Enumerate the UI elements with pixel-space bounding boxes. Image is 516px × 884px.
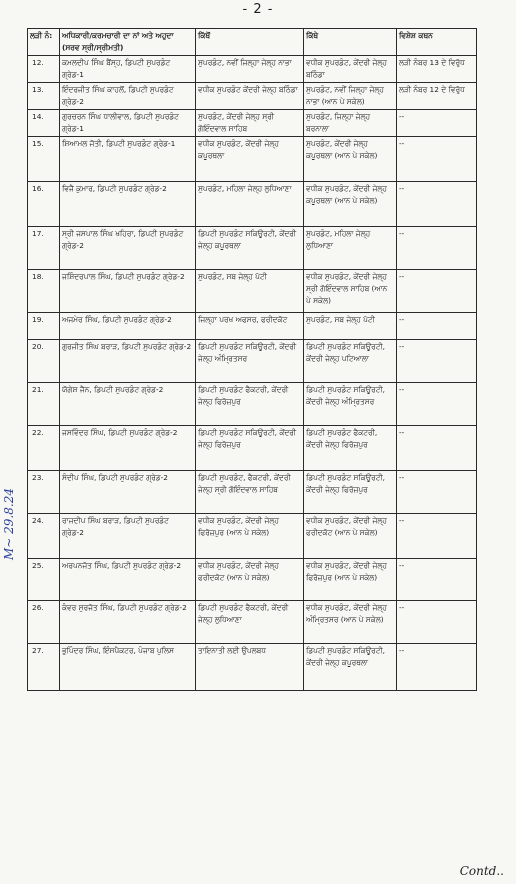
cell-sr: 19. [28,313,60,340]
cell-sr: 21. [28,383,60,426]
table-row [28,383,477,426]
cell-sr: 27. [28,644,60,691]
cell-remarks: ਲੜੀ ਨੰਬਰ 13 ਦੇ ਵਿਰੁੱਧ [397,56,477,83]
table-row [28,56,477,83]
table-row [28,270,477,313]
header-remarks: ਵਿਸ਼ੇਸ਼ ਕਥਨ [397,29,477,56]
cell-to: ਸੁਪਰਡੰਟ, ਸਬ ਜੇਲ੍ਹ ਪੱਟੀ [304,313,397,340]
header-to: ਕਿੱਥੇ [304,29,397,56]
cell-name: ਜਸਵਿੰਦਰ ਸਿੰਘ, ਡਿਪਟੀ ਸੁਪਰਡੰਟ ਗ੍ਰੇਡ-2 [60,426,196,471]
cell-name: ਕੰਵਰ ਸੁਰਜੋਤ ਸਿੰਘ, ਡਿਪਟੀ ਸੁਪਰਡੰਟ ਗ੍ਰੇਡ-2 [60,601,196,644]
cell-sr: 13. [28,83,60,110]
cell-from: ਸੁਪਰਡੰਟ, ਕੇਂਦਰੀ ਜੇਲ੍ਹ ਸ੍ਰੀ ਗੋਇੰਦਵਾਲ ਸਾਹਿਬ [196,110,304,137]
transfer-table [27,28,477,691]
table-row [28,514,477,559]
cell-to: ਵਧੀਕ ਸੁਪਰਡੰਟ, ਕੇਂਦਰੀ ਜੇਲ੍ਹ ਫਰੀਦਕੋਟ (ਆਨ ਪੇ ਸਕੇਲ) [304,514,397,559]
cell-sr: 25. [28,559,60,601]
cell-remarks: -- [397,137,477,182]
table-row [28,559,477,601]
cell-remarks: -- [397,383,477,426]
table-row [28,182,477,227]
table-row [28,313,477,340]
cell-from: ਡਿਪਟੀ ਸੁਪਰਡੰਟ ਫੈਕਟਰੀ, ਕੇਂਦਰੀ ਜੇਲ੍ਹ ਫਿਰੋਜ਼ਪੁਰ [196,383,304,426]
cell-from: ਵਧੀਕ ਸੁਪਰਡੰਟ, ਕੇਂਦਰੀ ਜੇਲ੍ਹ ਕਪੂਰਥਲਾ [196,137,304,182]
cell-from: ਡਿਪਟੀ ਸੁਪਰਡੰਟ, ਫੈਕਟਰੀ, ਕੇਂਦਰੀ ਜੇਲ੍ਹ ਸ੍ਰੀ ਗੋਇੰਦਵਾਲ ਸਾਹਿਬ [196,471,304,514]
table-row [28,110,477,137]
header-sr: ਲੜੀ ਨੰ: [28,29,60,56]
cell-remarks: -- [397,182,477,227]
cell-to: ਡਿਪਟੀ ਸੁਪਰਡੰਟ ਫੈਕਟਰੀ, ਕੇਂਦਰੀ ਜੇਲ੍ਹ ਫਿਰੋਜ਼ਪੁਰ [304,426,397,471]
cell-remarks: -- [397,270,477,313]
cell-to: ਵਧੀਕ ਸੁਪਰਡੰਟ, ਕੇਂਦਰੀ ਜੇਲ੍ਹ ਕਪੂਰਥਲਾ (ਆਨ ਪੇ ਸਕੇਲ) [304,182,397,227]
cell-remarks: -- [397,110,477,137]
table-row [28,426,477,471]
table-row [28,340,477,383]
cell-name: ਕਮਲਦੀਪ ਸਿੰਘ ਬੈਂਸ੍ਹ, ਡਿਪਟੀ ਸੁਪਰਡੰਟ ਗ੍ਰੇਡ-1 [60,56,196,83]
cell-to: ਡਿਪਟੀ ਸੁਪਰਡੰਟ ਸਕਿਊਰਟੀ, ਕੇਂਦਰੀ ਜੇਲ੍ਹ ਫਿਰੋਜ਼ਪੁਰ [304,471,397,514]
table-row [28,471,477,514]
table-header-row [28,29,477,56]
cell-name: ਗੁਰਚਰਨ ਸਿੰਘ ਧਾਲੀਵਾਲ, ਡਿਪਟੀ ਸੁਪਰਡੰਟ ਗ੍ਰੇਡ-1 [60,110,196,137]
cell-to: ਵਧੀਕ ਸੁਪਰਡੰਟ, ਕੇਂਦਰੀ ਜੇਲ੍ਹ ਸ੍ਰੀ ਗੋਇੰਦਵਾਲ ਸਾਹਿਬ (ਆਨ ਪੇ ਸਕੇਲ) [304,270,397,313]
cell-from: ਜਿਲ੍ਹਾ ਪਰਖ ਅਫਸਰ, ਫਰੀਦਕੋਟ [196,313,304,340]
cell-sr: 20. [28,340,60,383]
cell-remarks: -- [397,514,477,559]
cell-remarks: -- [397,313,477,340]
cell-sr: 18. [28,270,60,313]
cell-name: ਅਰਪਨਜੋਤ ਸਿੰਘ, ਡਿਪਟੀ ਸੁਪਰਡੰਟ ਗ੍ਰੇਡ-2 [60,559,196,601]
cell-to: ਡਿਪਟੀ ਸੁਪਰਡੰਟ ਸਕਿਊਰਟੀ, ਕੇਂਦਰੀ ਜੇਲ੍ਹ ਪਟਿਆਲਾ [304,340,397,383]
table-row [28,227,477,270]
cell-name: ਵਿਜੈ ਕੁਮਾਰ, ਡਿਪਟੀ ਸੁਪਰਡੰਟ ਗ੍ਰੇਡ-2 [60,182,196,227]
cell-name: ਭੁਪਿੰਦਰ ਸਿੰਘ, ਇੰਸਪੈਕਟਰ, ਪੰਜਾਬ ਪੁਲਿਸ [60,644,196,691]
cell-remarks: ਲੜੀ ਨੰਬਰ 12 ਦੇ ਵਿਰੁੱਧ [397,83,477,110]
cell-from: ਵਧੀਕ ਸੁਪਰਡੰਟ ਕੇਂਦਰੀ ਜੇਲ੍ਹ ਬਠਿੰਡਾ [196,83,304,110]
cell-remarks: -- [397,601,477,644]
table-row [28,83,477,110]
table-row [28,137,477,182]
cell-to: ਸੁਪਰਡੰਟ, ਨਵੀਂ ਜਿਲ੍ਹਾ ਜੇਲ੍ਹ ਨਾਭਾ (ਆਨ ਪੇ ਸਕੇਲ) [304,83,397,110]
cell-from: ਵਧੀਕ ਸੁਪਰਡੰਟ, ਕੇਂਦਰੀ ਜੇਲ੍ਹ ਫਰੀਦਕੋਟ (ਆਨ ਪੇ ਸਕੇਲ) [196,559,304,601]
table-row [28,601,477,644]
continued-note: Contd.. [459,864,504,878]
cell-name: ਇੰਦਰਜੀਤ ਸਿੰਘ ਕਾਹਲੋਂ, ਡਿਪਟੀ ਸੁਪਰਡੰਟ ਗ੍ਰੇਡ-2 [60,83,196,110]
header-name: ਅਧਿਕਾਰੀ/ਕਰਮਚਾਰੀ ਦਾ ਨਾਂ ਅਤੇ ਅਹੁਦਾ (ਸਰਵ ਸ੍ਰੀ/ਸ੍ਰੀਮਤੀ) [60,29,196,56]
cell-remarks: -- [397,340,477,383]
cell-name: ਸੰਦੀਪ ਸਿੰਘ, ਡਿਪਟੀ ਸੁਪਰਡੰਟ ਗ੍ਰੇਡ-2 [60,471,196,514]
cell-from: ਡਿਪਟੀ ਸੁਪਰਡੰਟ ਸਕਿਊਰਟੀ, ਕੇਂਦਰੀ ਜੇਲ੍ਹ ਕਪੂਰਥਲਾ [196,227,304,270]
cell-remarks: -- [397,471,477,514]
cell-sr: 26. [28,601,60,644]
cell-to: ਵਧੀਕ ਸੁਪਰਡੰਟ, ਕੇਂਦਰੀ ਜੇਲ੍ਹ ਅੰਮ੍ਰਿਤਸਰ (ਆਨ ਪੇ ਸਕੇਲ) [304,601,397,644]
cell-sr: 24. [28,514,60,559]
cell-sr: 15. [28,137,60,182]
handwritten-margin-note: M~ 29.8.24 [2,488,16,560]
cell-from: ਸੁਪਰਡੰਟ, ਨਵੀਂ ਜਿਲ੍ਹਾ ਜੇਲ੍ਹ ਨਾਭਾ [196,56,304,83]
cell-sr: 22. [28,426,60,471]
table-row [28,644,477,691]
cell-name: ਗੁਰਜੀਤ ਸਿੰਘ ਬਰਾੜ, ਡਿਪਟੀ ਸੁਪਰਡੰਟ ਗ੍ਰੇਡ-2 [60,340,196,383]
cell-from: ਡਿਪਟੀ ਸੁਪਰਡੰਟ ਫੈਕਟਰੀ, ਕੇਂਦਰੀ ਜੇਲ੍ਹ ਲੁਧਿਆਣਾ [196,601,304,644]
cell-name: ਅਜਮੇਰ ਸਿੰਘ, ਡਿਪਟੀ ਸੁਪਰਡੰਟ ਗ੍ਰੇਡ-2 [60,313,196,340]
cell-remarks: -- [397,426,477,471]
cell-to: ਵਧੀਕ ਸੁਪਰਡੰਟ, ਕੇਂਦਰੀ ਜੇਲ੍ਹ ਫਿਰੋਜ਼ਪੁਰ (ਆਨ ਪੇ ਸਕੇਲ) [304,559,397,601]
cell-name: ਸ੍ਰੀ ਜਸਪਾਲ ਸਿੰਘ ਖਹਿਰਾ, ਡਿਪਟੀ ਸੁਪਰਡੰਟ ਗ੍ਰੇਡ-2 [60,227,196,270]
cell-sr: 23. [28,471,60,514]
page-number: - 2 - [242,2,274,17]
cell-to: ਡਿਪਟੀ ਸੁਪਰਡੰਟ ਸਕਿਊਰਟੀ, ਕੇਂਦਰੀ ਜੇਲ੍ਹ ਕਪੂਰਥਲਾ [304,644,397,691]
cell-from: ਸੁਪਰਡੰਟ, ਸਬ ਜੇਲ੍ਹ ਪੱਟੀ [196,270,304,313]
cell-sr: 12. [28,56,60,83]
cell-name: ਰਾਜਦੀਪ ਸਿੰਘ ਬਰਾੜ, ਡਿਪਟੀ ਸੁਪਰਡੰਟ ਗ੍ਰੇਡ-2 [60,514,196,559]
cell-to: ਵਧੀਕ ਸੁਪਰਡੰਟ, ਕੇਂਦਰੀ ਜੇਲ੍ਹ ਬਠਿੰਡਾ [304,56,397,83]
cell-from: ਡਿਪਟੀ ਸੁਪਰਡੰਟ ਸਕਿਊਰਟੀ, ਕੇਂਦਰੀ ਜੇਲ੍ਹ ਫਿਰੋਜ਼ਪੁਰ [196,426,304,471]
cell-sr: 14. [28,110,60,137]
cell-from: ਸੁਪਰਡੰਟ, ਮਹਿਲਾ ਜੇਲ੍ਹ ਲੁਧਿਆਣਾ [196,182,304,227]
cell-remarks: -- [397,227,477,270]
cell-sr: 16. [28,182,60,227]
cell-to: ਡਿਪਟੀ ਸੁਪਰਡੰਟ ਸਕਿਊਰਟੀ, ਕੇਂਦਰੀ ਜੇਲ੍ਹ ਅੰਮ੍ਰਿਤਸਰ [304,383,397,426]
cell-from: ਤਾਇਨਾਤੀ ਲਈ ਉਪਲਬਧ [196,644,304,691]
cell-remarks: -- [397,644,477,691]
cell-to: ਸੁਪਰਡੰਟ, ਕੇਂਦਰੀ ਜੇਲ੍ਹ ਕਪੂਰਥਲਾ (ਆਨ ਪੇ ਸਕੇਲ) [304,137,397,182]
cell-name: ਯੋਗੇਸ਼ ਜੈਨ, ਡਿਪਟੀ ਸੁਪਰਡੰਟ ਗ੍ਰੇਡ-2 [60,383,196,426]
cell-from: ਡਿਪਟੀ ਸੁਪਰਡੰਟ ਸਕਿਊਰਟੀ, ਕੇਂਦਰੀ ਜੇਲ੍ਹ ਅੰਮ੍ਰਿਤਸਰ [196,340,304,383]
cell-remarks: -- [397,559,477,601]
header-from: ਕਿੱਥੋਂ [196,29,304,56]
cell-to: ਸੁਪਰਡੰਟ, ਮਹਿਲਾ ਜੇਲ੍ਹ ਲੁਧਿਆਣਾ [304,227,397,270]
cell-name: ਜਸ਼ਿੰਦਰਪਾਲ ਸਿੰਘ, ਡਿਪਟੀ ਸੁਪਰਡੰਟ ਗ੍ਰੇਡ-2 [60,270,196,313]
cell-sr: 17. [28,227,60,270]
cell-from: ਵਧੀਕ ਸੁਪਰਡੰਟ, ਕੇਂਦਰੀ ਜੇਲ੍ਹ ਫਿਰੋਜ਼ਪੁਰ (ਆਨ ਪੇ ਸਕੇਲ) [196,514,304,559]
cell-to: ਸੁਪਰਡੰਟ, ਜਿਲ੍ਹਾ ਜੇਲ੍ਹ ਬਰਨਾਲਾ [304,110,397,137]
cell-name: ਸ਼ਿਆਮਲ ਜੋਤੀ, ਡਿਪਟੀ ਸੁਪਰਡੰਟ ਗ੍ਰੇਡ-1 [60,137,196,182]
